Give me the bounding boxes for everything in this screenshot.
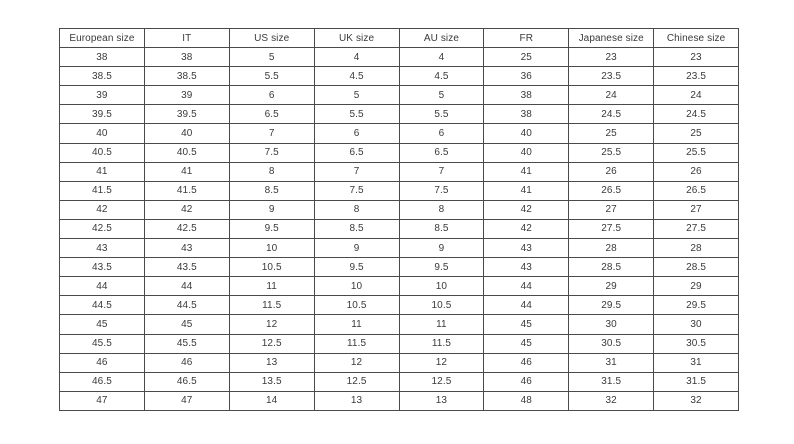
table-cell: 6 xyxy=(314,124,399,143)
table-cell: 11.5 xyxy=(314,334,399,353)
table-cell: 28 xyxy=(654,239,739,258)
column-header: AU size xyxy=(399,29,484,48)
column-header: UK size xyxy=(314,29,399,48)
table-row xyxy=(60,277,739,296)
table-cell: 31.5 xyxy=(569,372,654,391)
shoe-size-conversion-table xyxy=(59,28,739,411)
table-cell: 45 xyxy=(484,334,569,353)
table-cell: 10 xyxy=(399,277,484,296)
table-cell: 42 xyxy=(484,200,569,219)
table-cell: 11.5 xyxy=(229,296,314,315)
table-cell: 11 xyxy=(314,315,399,334)
table-cell: 11 xyxy=(229,277,314,296)
table-cell: 39 xyxy=(60,86,145,105)
table-cell: 30 xyxy=(569,315,654,334)
table-cell: 30.5 xyxy=(569,334,654,353)
table-cell: 39.5 xyxy=(60,105,145,124)
table-cell: 27.5 xyxy=(654,219,739,238)
table-cell: 6 xyxy=(399,124,484,143)
table-cell: 42 xyxy=(60,200,145,219)
table-cell: 12.5 xyxy=(229,334,314,353)
table-cell: 12 xyxy=(314,353,399,372)
table-cell: 10.5 xyxy=(229,258,314,277)
table-cell: 44 xyxy=(60,277,145,296)
table-cell: 42 xyxy=(484,219,569,238)
table-header xyxy=(60,29,739,48)
column-header: IT xyxy=(144,29,229,48)
table-cell: 6 xyxy=(229,86,314,105)
table-cell: 25.5 xyxy=(569,143,654,162)
table-cell: 25.5 xyxy=(654,143,739,162)
table-cell: 29.5 xyxy=(654,296,739,315)
table-row xyxy=(60,391,739,410)
table-cell: 46 xyxy=(144,353,229,372)
table-cell: 12.5 xyxy=(314,372,399,391)
table-cell: 46 xyxy=(484,353,569,372)
table-cell: 41 xyxy=(484,162,569,181)
table-cell: 7.5 xyxy=(399,181,484,200)
table-cell: 38.5 xyxy=(60,67,145,86)
table-cell: 25 xyxy=(569,124,654,143)
table-cell: 8 xyxy=(399,200,484,219)
table-row xyxy=(60,315,739,334)
table-cell: 45 xyxy=(484,315,569,334)
table-row xyxy=(60,239,739,258)
table-cell: 24 xyxy=(654,86,739,105)
table-cell: 28.5 xyxy=(654,258,739,277)
table-cell: 11 xyxy=(399,315,484,334)
table-cell: 6.5 xyxy=(229,105,314,124)
table-cell: 13 xyxy=(314,391,399,410)
table-cell: 45 xyxy=(60,315,145,334)
table-cell: 43.5 xyxy=(144,258,229,277)
table-cell: 5 xyxy=(399,86,484,105)
table-cell: 28 xyxy=(569,239,654,258)
table-cell: 4 xyxy=(314,48,399,67)
table-cell: 12 xyxy=(229,315,314,334)
table-cell: 12 xyxy=(399,353,484,372)
table-row xyxy=(60,181,739,200)
table-cell: 41 xyxy=(144,162,229,181)
table-cell: 24.5 xyxy=(654,105,739,124)
table-cell: 41.5 xyxy=(144,181,229,200)
table-cell: 42 xyxy=(144,200,229,219)
table-cell: 44 xyxy=(484,296,569,315)
table-cell: 48 xyxy=(484,391,569,410)
column-header: Chinese size xyxy=(654,29,739,48)
table-cell: 29 xyxy=(654,277,739,296)
table-cell: 9.5 xyxy=(229,219,314,238)
table-cell: 6.5 xyxy=(399,143,484,162)
column-header: US size xyxy=(229,29,314,48)
table-body xyxy=(60,48,739,411)
table-cell: 9.5 xyxy=(314,258,399,277)
table-cell: 7.5 xyxy=(229,143,314,162)
table-cell: 44 xyxy=(484,277,569,296)
column-header: European size xyxy=(60,29,145,48)
table-cell: 40 xyxy=(144,124,229,143)
table-cell: 7 xyxy=(229,124,314,143)
table-cell: 9.5 xyxy=(399,258,484,277)
table-cell: 26 xyxy=(569,162,654,181)
table-cell: 44 xyxy=(144,277,229,296)
table-cell: 23 xyxy=(569,48,654,67)
table-cell: 41.5 xyxy=(60,181,145,200)
table-cell: 46.5 xyxy=(144,372,229,391)
table-cell: 32 xyxy=(654,391,739,410)
table-cell: 14 xyxy=(229,391,314,410)
table-cell: 38 xyxy=(60,48,145,67)
table-cell: 25 xyxy=(654,124,739,143)
table-cell: 41 xyxy=(484,181,569,200)
table-cell: 41 xyxy=(60,162,145,181)
table-cell: 8.5 xyxy=(399,219,484,238)
table-cell: 32 xyxy=(569,391,654,410)
table-cell: 39.5 xyxy=(144,105,229,124)
table-cell: 44.5 xyxy=(60,296,145,315)
table-cell: 26.5 xyxy=(654,181,739,200)
table-cell: 43.5 xyxy=(60,258,145,277)
table-cell: 38 xyxy=(484,105,569,124)
table-row xyxy=(60,296,739,315)
table-cell: 8.5 xyxy=(229,181,314,200)
table-cell: 24.5 xyxy=(569,105,654,124)
table-cell: 47 xyxy=(60,391,145,410)
table-cell: 44.5 xyxy=(144,296,229,315)
table-cell: 26 xyxy=(654,162,739,181)
table-cell: 9 xyxy=(314,239,399,258)
table-cell: 5 xyxy=(229,48,314,67)
table-cell: 27 xyxy=(569,200,654,219)
table-cell: 40 xyxy=(484,124,569,143)
table-cell: 31 xyxy=(654,353,739,372)
table-cell: 6.5 xyxy=(314,143,399,162)
table-cell: 13 xyxy=(399,391,484,410)
table-cell: 45.5 xyxy=(144,334,229,353)
table-cell: 30.5 xyxy=(654,334,739,353)
table-cell: 30 xyxy=(654,315,739,334)
table-cell: 7 xyxy=(314,162,399,181)
table-cell: 5.5 xyxy=(399,105,484,124)
column-header: FR xyxy=(484,29,569,48)
table-row xyxy=(60,219,739,238)
table-row xyxy=(60,372,739,391)
table-cell: 8 xyxy=(229,162,314,181)
table-cell: 7.5 xyxy=(314,181,399,200)
table-cell: 45.5 xyxy=(60,334,145,353)
table-cell: 29 xyxy=(569,277,654,296)
table-cell: 5.5 xyxy=(314,105,399,124)
table-cell: 23.5 xyxy=(654,67,739,86)
table-row xyxy=(60,200,739,219)
table-row xyxy=(60,143,739,162)
table-cell: 5 xyxy=(314,86,399,105)
table-cell: 8 xyxy=(314,200,399,219)
table-cell: 40 xyxy=(60,124,145,143)
table-cell: 10 xyxy=(314,277,399,296)
table-cell: 27.5 xyxy=(569,219,654,238)
table-cell: 4.5 xyxy=(399,67,484,86)
table-cell: 38 xyxy=(144,48,229,67)
table-cell: 43 xyxy=(484,239,569,258)
table-cell: 40 xyxy=(484,143,569,162)
table-cell: 36 xyxy=(484,67,569,86)
table-cell: 31 xyxy=(569,353,654,372)
table-cell: 47 xyxy=(144,391,229,410)
table-cell: 38.5 xyxy=(144,67,229,86)
table-cell: 27 xyxy=(654,200,739,219)
table-cell: 31.5 xyxy=(654,372,739,391)
table-row xyxy=(60,124,739,143)
table-cell: 10.5 xyxy=(399,296,484,315)
table-row xyxy=(60,162,739,181)
table-cell: 13 xyxy=(229,353,314,372)
table-cell: 45 xyxy=(144,315,229,334)
table-cell: 42.5 xyxy=(60,219,145,238)
table-cell: 46 xyxy=(60,353,145,372)
table-row xyxy=(60,353,739,372)
table-cell: 23 xyxy=(654,48,739,67)
table-cell: 7 xyxy=(399,162,484,181)
header-row xyxy=(60,29,739,48)
table-cell: 43 xyxy=(144,239,229,258)
table-cell: 43 xyxy=(60,239,145,258)
table-row xyxy=(60,334,739,353)
table-cell: 13.5 xyxy=(229,372,314,391)
table-cell: 5.5 xyxy=(229,67,314,86)
size-conversion-table-container xyxy=(59,28,739,411)
table-cell: 24 xyxy=(569,86,654,105)
table-cell: 9 xyxy=(229,200,314,219)
table-cell: 43 xyxy=(484,258,569,277)
table-cell: 28.5 xyxy=(569,258,654,277)
table-cell: 10 xyxy=(229,239,314,258)
table-cell: 9 xyxy=(399,239,484,258)
table-cell: 42.5 xyxy=(144,219,229,238)
table-cell: 4 xyxy=(399,48,484,67)
table-cell: 25 xyxy=(484,48,569,67)
table-cell: 39 xyxy=(144,86,229,105)
table-cell: 38 xyxy=(484,86,569,105)
table-row xyxy=(60,48,739,67)
table-cell: 46 xyxy=(484,372,569,391)
table-cell: 11.5 xyxy=(399,334,484,353)
table-row xyxy=(60,258,739,277)
table-cell: 4.5 xyxy=(314,67,399,86)
table-cell: 10.5 xyxy=(314,296,399,315)
table-cell: 8.5 xyxy=(314,219,399,238)
table-cell: 40.5 xyxy=(144,143,229,162)
table-cell: 40.5 xyxy=(60,143,145,162)
table-cell: 23.5 xyxy=(569,67,654,86)
table-row xyxy=(60,67,739,86)
table-cell: 12.5 xyxy=(399,372,484,391)
table-cell: 29.5 xyxy=(569,296,654,315)
table-cell: 46.5 xyxy=(60,372,145,391)
table-row xyxy=(60,105,739,124)
table-cell: 26.5 xyxy=(569,181,654,200)
table-row xyxy=(60,86,739,105)
column-header: Japanese size xyxy=(569,29,654,48)
